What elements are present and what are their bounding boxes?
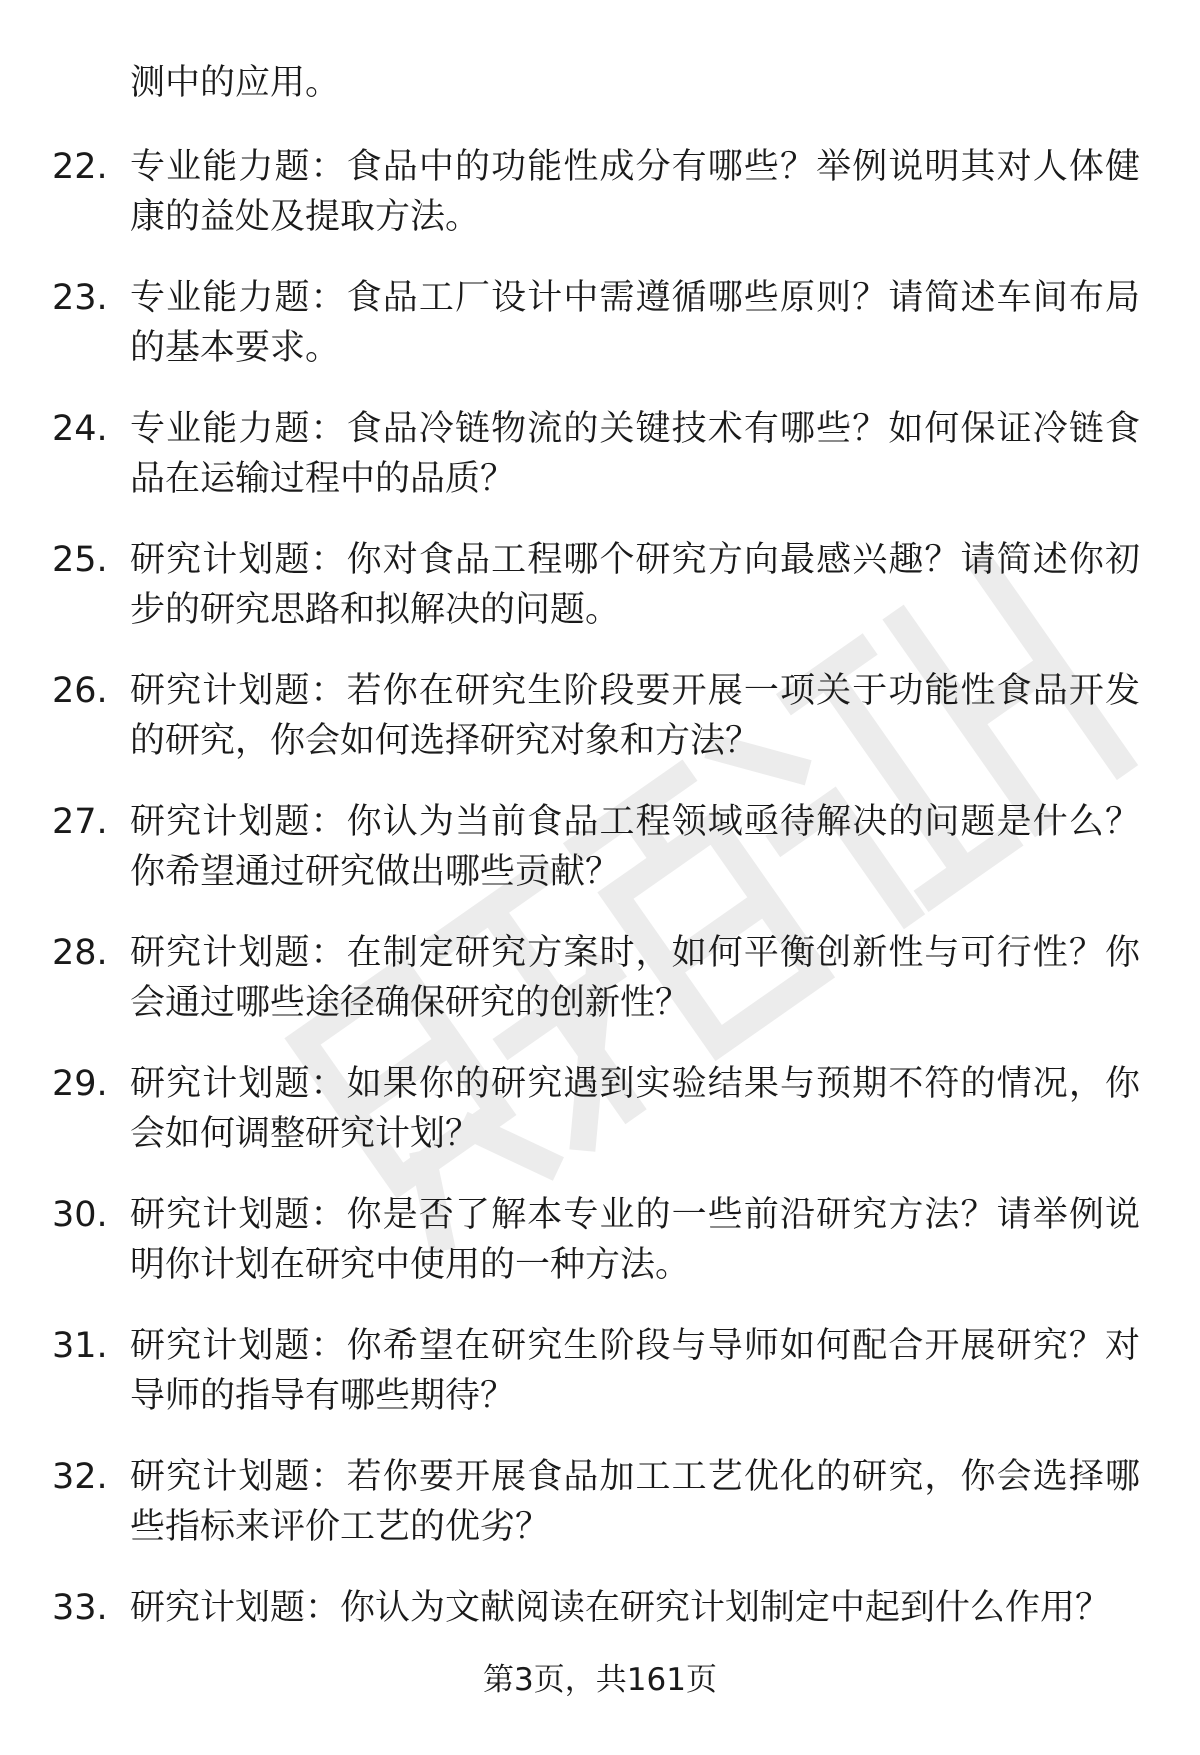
list-item — [0, 1190, 1200, 1321]
item-number: 31. — [52, 1326, 108, 1366]
item-number: 30. — [52, 1195, 108, 1235]
item-text: 研究计划题：你对食品工程哪个研究方向最感兴趣？请简述你初步的研究思路和拟解决的问题。 — [130, 540, 1140, 630]
item-text: 研究计划题：你认为文献阅读在研究计划制定中起到什么作用？ — [130, 1588, 1111, 1628]
item-text: 专业能力题：食品冷链物流的关键技术有哪些？如何保证冷链食品在运输过程中的品质？ — [130, 409, 1140, 499]
item-text: 研究计划题：你是否了解本专业的一些前沿研究方法？请举例说明你计划在研究中使用的一种方法。 — [130, 1195, 1140, 1285]
item-text: 研究计划题：若你要开展食品加工工艺优化的研究，你会选择哪些指标来评价工艺的优劣？ — [130, 1457, 1140, 1547]
list-item — [0, 142, 1200, 273]
item-text: 研究计划题：在制定研究方案时，如何平衡创新性与可行性？你会通过哪些途径确保研究的创新性？ — [130, 933, 1140, 1023]
list-item — [0, 928, 1200, 1059]
page-footer: 第3页，共161页 — [483, 1662, 717, 1698]
item-number: 28. — [52, 933, 108, 973]
item-number: 24. — [52, 409, 108, 449]
list-item — [0, 404, 1200, 535]
item-text: 研究计划题：如果你的研究遇到实验结果与预期不符的情况，你会如何调整研究计划？ — [130, 1064, 1140, 1154]
item-number: 29. — [52, 1064, 108, 1104]
list-item — [0, 273, 1200, 404]
item-text: 研究计划题：若你在研究生阶段要开展一项关于功能性食品开发的研究，你会如何选择研究对象和方法？ — [130, 671, 1140, 761]
item-number: 33. — [52, 1588, 108, 1628]
question-list — [0, 142, 1200, 1714]
item-text: 专业能力题：食品中的功能性成分有哪些？举例说明其对人体健康的益处及提取方法。 — [130, 147, 1140, 237]
list-item — [0, 666, 1200, 797]
item-text: 研究计划题：你希望在研究生阶段与导师如何配合开展研究？对导师的指导有哪些期待？ — [130, 1326, 1140, 1416]
item-text: 专业能力题：食品工厂设计中需遵循哪些原则？请简述车间布局的基本要求。 — [130, 278, 1140, 368]
list-item — [0, 1452, 1200, 1583]
continuation-text: 测中的应用。 — [130, 63, 341, 103]
item-number: 26. — [52, 671, 108, 711]
list-item — [0, 535, 1200, 666]
list-item — [0, 1059, 1200, 1190]
list-item — [0, 797, 1200, 928]
list-item — [0, 1321, 1200, 1452]
item-number: 22. — [52, 147, 108, 187]
item-number: 32. — [52, 1457, 108, 1497]
item-text: 研究计划题：你认为当前食品工程领域亟待解决的问题是什么？你希望通过研究做出哪些贡献？ — [130, 802, 1140, 892]
item-number: 27. — [52, 802, 108, 842]
item-number: 25. — [52, 540, 108, 580]
item-number: 23. — [52, 278, 108, 318]
